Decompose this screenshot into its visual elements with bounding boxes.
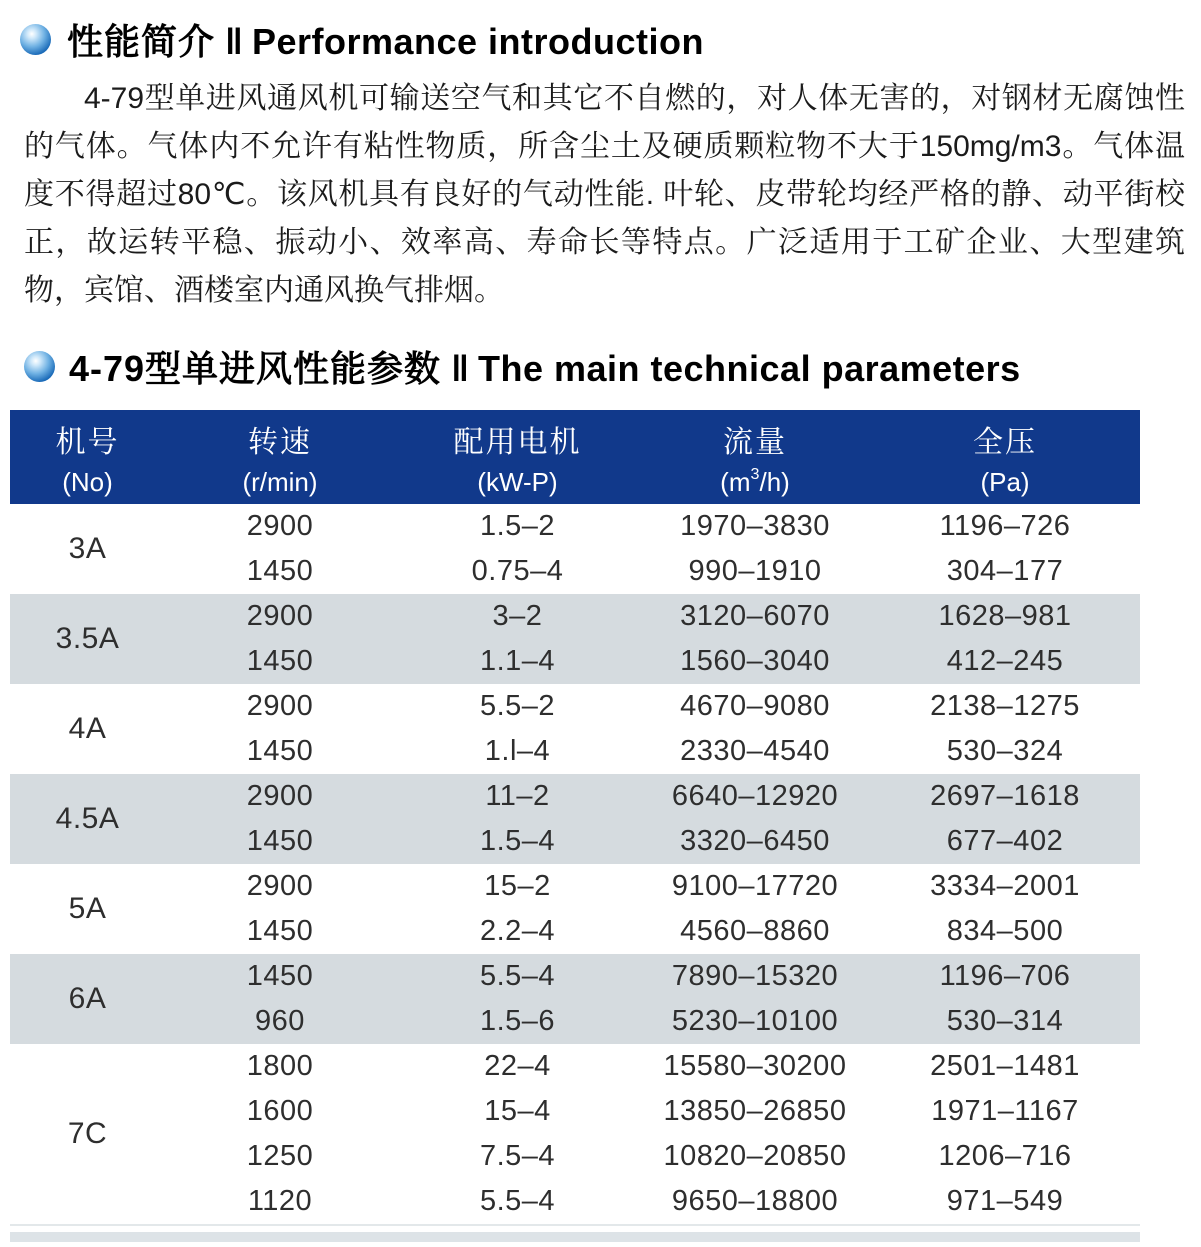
col-header-motor-zh: 配用电机 [453, 425, 582, 459]
col-header-pressure-zh: 全压 [973, 425, 1037, 459]
speed-value: 1450 [246, 915, 314, 947]
flow-value: 9650–18800 [671, 1185, 839, 1217]
section-title [67, 14, 704, 65]
pressure-value: 1206–716 [938, 1140, 1072, 1172]
section-parameters-heading [24, 341, 1201, 392]
col-header-model [10, 410, 165, 504]
speed-value: 2900 [246, 600, 314, 632]
speed-value: 1450 [246, 735, 314, 767]
pressure-value: 304–177 [946, 555, 1064, 587]
table-group-4.5A [10, 774, 1140, 864]
model-label: 4A [68, 712, 107, 745]
flow-value: 6640–12920 [671, 780, 839, 812]
col-header-speed-unit: (r/min) [242, 466, 318, 497]
section-title-en: Performance introduction [251, 21, 704, 62]
motor-value: 15–2 [484, 870, 551, 902]
col-header-flow [640, 410, 870, 504]
pressure-value: 2501–1481 [930, 1050, 1080, 1082]
pressure-value: 2138–1275 [930, 690, 1080, 722]
col-header-speed [165, 410, 395, 504]
model-label: 3A [68, 532, 107, 565]
pressure-value: 677–402 [946, 825, 1064, 857]
motor-value: 22–4 [484, 1050, 551, 1082]
table-group-6A [10, 954, 1140, 1044]
section-title [69, 341, 1021, 392]
flow-value: 4670–9080 [680, 690, 830, 722]
col-header-pressure [870, 410, 1140, 504]
motor-value: 1.5–4 [479, 825, 556, 857]
pressure-value: 834–500 [946, 915, 1064, 947]
section-title-zh: 4-79型单进风性能参数 [69, 348, 442, 389]
flow-value: 990–1910 [688, 555, 822, 587]
flow-value: 5230–10100 [671, 1005, 839, 1037]
pressure-value: 3334–2001 [930, 870, 1080, 902]
model-label: 3.5A [55, 622, 120, 655]
section-title-zh: 性能简介 [67, 21, 216, 62]
flow-unit-post: /h) [759, 466, 790, 497]
speed-value: 1450 [246, 555, 314, 587]
motor-value: 1.1–4 [479, 645, 556, 677]
speed-value: 960 [255, 1005, 305, 1037]
pressure-value: 1196–726 [939, 510, 1071, 542]
motor-value: 5.5–4 [479, 1185, 556, 1217]
speed-value: 2900 [246, 510, 314, 542]
speed-value: 2900 [246, 870, 314, 902]
motor-value: 1.5–6 [479, 1005, 556, 1037]
pressure-value: 971–549 [946, 1185, 1064, 1217]
motor-value: 1.l–4 [484, 735, 551, 767]
col-header-model-zh: 机号 [55, 425, 120, 459]
motor-value: 5.5–4 [479, 960, 556, 992]
title-separator: ‖ [225, 21, 244, 62]
intro-paragraph: 4-79型单进风通风机可输送空气和其它不自燃的，对人体无害的，对钢材无腐蚀性的气体。气体内不允许有粘性物质，所含尘土及硬质颗粒物不大于150mg/m3。气体温度不得超过80℃。该风机具有良好的气动性能. 叶轮、皮带轮均经严格的静、动平街校正，故运转平稳、振动小、效率高、寿命长等特点。广泛适用于工矿企业、大型建筑物，宾馆、酒楼室内通风换气排烟。 [24, 82, 1185, 307]
motor-value: 3–2 [492, 600, 543, 632]
motor-value: 0.75–4 [471, 555, 564, 587]
table-group-3A [10, 504, 1140, 594]
speed-value: 1800 [246, 1050, 314, 1082]
speed-value: 2900 [246, 780, 314, 812]
section-title-en: The main technical parameters [477, 348, 1021, 389]
model-label: 4.5A [55, 802, 120, 835]
col-header-flow-zh: 流量 [723, 425, 787, 459]
col-header-speed-zh: 转速 [248, 425, 312, 459]
flow-value: 13850–26850 [663, 1095, 847, 1127]
motor-value: 11–2 [485, 780, 550, 812]
flow-unit-superscript: 3 [750, 464, 760, 483]
blue-sphere-bullet-icon [24, 351, 55, 382]
pressure-value: 530–314 [946, 1005, 1064, 1037]
model-label: 5A [68, 892, 107, 925]
section-performance-intro-heading [20, 0, 1201, 65]
speed-value: 1250 [246, 1140, 314, 1172]
pressure-value: 1971–1167 [931, 1095, 1079, 1127]
title-separator: ‖ [451, 348, 470, 389]
table-header-row [10, 410, 1140, 504]
table-body [10, 504, 1140, 1224]
speed-value: 2900 [246, 690, 314, 722]
table-group-3.5A [10, 594, 1140, 684]
flow-value: 15580–30200 [663, 1050, 847, 1082]
motor-value: 7.5–4 [479, 1140, 556, 1172]
pressure-value: 530–324 [946, 735, 1064, 767]
flow-value: 1560–3040 [680, 645, 830, 677]
table-group-7C [10, 1044, 1140, 1224]
model-label: 7C [67, 1117, 108, 1150]
parameters-table [10, 410, 1140, 1226]
flow-value: 10820–20850 [663, 1140, 847, 1172]
model-label: 6A [68, 982, 107, 1015]
speed-value: 1450 [246, 960, 314, 992]
blue-sphere-bullet-icon [20, 24, 51, 55]
motor-value: 2.2–4 [479, 915, 556, 947]
col-header-flow-unit [720, 464, 790, 498]
table-group-5A [10, 864, 1140, 954]
motor-value: 5.5–2 [479, 690, 556, 722]
col-header-motor-unit: (kW-P) [477, 466, 558, 497]
table-group-4A [10, 684, 1140, 774]
pressure-value: 2697–1618 [930, 780, 1080, 812]
flow-value: 9100–17720 [671, 870, 839, 902]
flow-value: 4560–8860 [680, 915, 830, 947]
pressure-value: 412–245 [946, 645, 1064, 677]
flow-value: 3320–6450 [680, 825, 830, 857]
speed-value: 1450 [246, 645, 314, 677]
motor-value: 15–4 [484, 1095, 551, 1127]
speed-value: 1120 [247, 1185, 313, 1217]
pressure-value: 1628–981 [938, 600, 1072, 632]
col-header-motor [395, 410, 640, 504]
flow-value: 1970–3830 [680, 510, 830, 542]
next-section-strip [10, 1232, 1140, 1242]
speed-value: 1600 [246, 1095, 314, 1127]
col-header-pressure-unit: (Pa) [980, 466, 1030, 497]
pressure-value: 1196–706 [939, 960, 1071, 992]
flow-value: 7890–15320 [671, 960, 839, 992]
speed-value: 1450 [246, 825, 314, 857]
flow-value: 3120–6070 [680, 600, 830, 632]
col-header-model-unit: (No) [62, 466, 113, 497]
motor-value: 1.5–2 [479, 510, 556, 542]
flow-value: 2330–4540 [680, 735, 830, 767]
flow-unit-pre: (m [720, 466, 751, 497]
